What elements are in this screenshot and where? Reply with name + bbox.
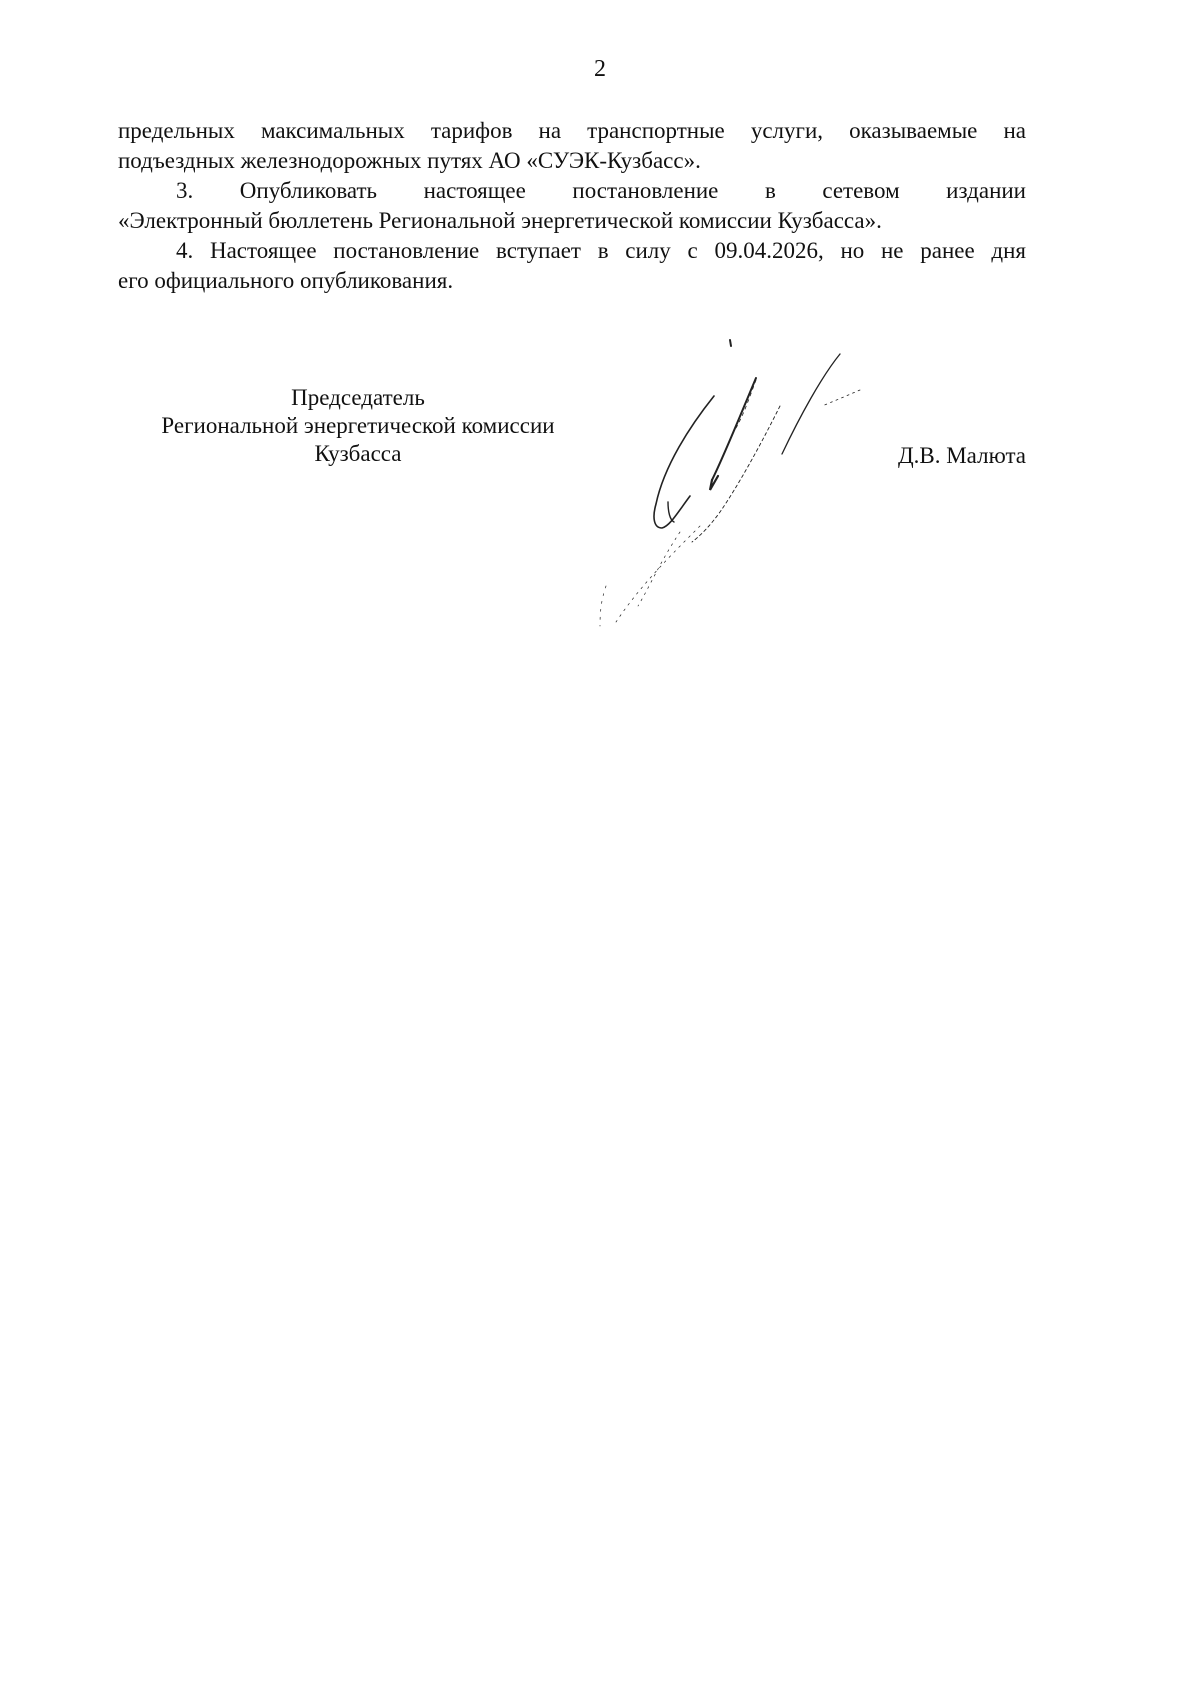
signatory-title-line: Кузбасса <box>314 441 402 466</box>
signer-name: Д.В. Малюта <box>897 443 1026 468</box>
signatory-title-line: Председатель <box>291 385 425 410</box>
signatory-title-line: Региональной энергетической комиссии <box>161 413 555 438</box>
paragraph-item-3-publish <box>118 176 1026 236</box>
paragraph-item-4-effective-date <box>118 236 1026 296</box>
signatory-title <box>118 384 598 468</box>
text-line: подъездных железнодорожных путях АО «СУЭК-Кузбасс». <box>118 148 701 173</box>
paragraph-tariffs-continuation <box>118 116 1026 176</box>
text-line: «Электронный бюллетень Региональной энергетической комиссии Кузбасса». <box>118 208 882 233</box>
text-line: его официального опубликования. <box>118 268 454 293</box>
handwritten-signature <box>560 336 880 636</box>
text-line: предельных максимальных тарифов на транспортные услуги, оказываемые на <box>118 118 1026 143</box>
document-body <box>118 116 1026 296</box>
page-number: 2 <box>594 56 606 82</box>
text-line: 3. Опубликовать настоящее постановление в сетевом издании <box>176 178 1026 203</box>
text-line: 4. Настоящее постановление вступает в силу с 09.04.2026, но не ранее дня <box>176 238 1026 263</box>
